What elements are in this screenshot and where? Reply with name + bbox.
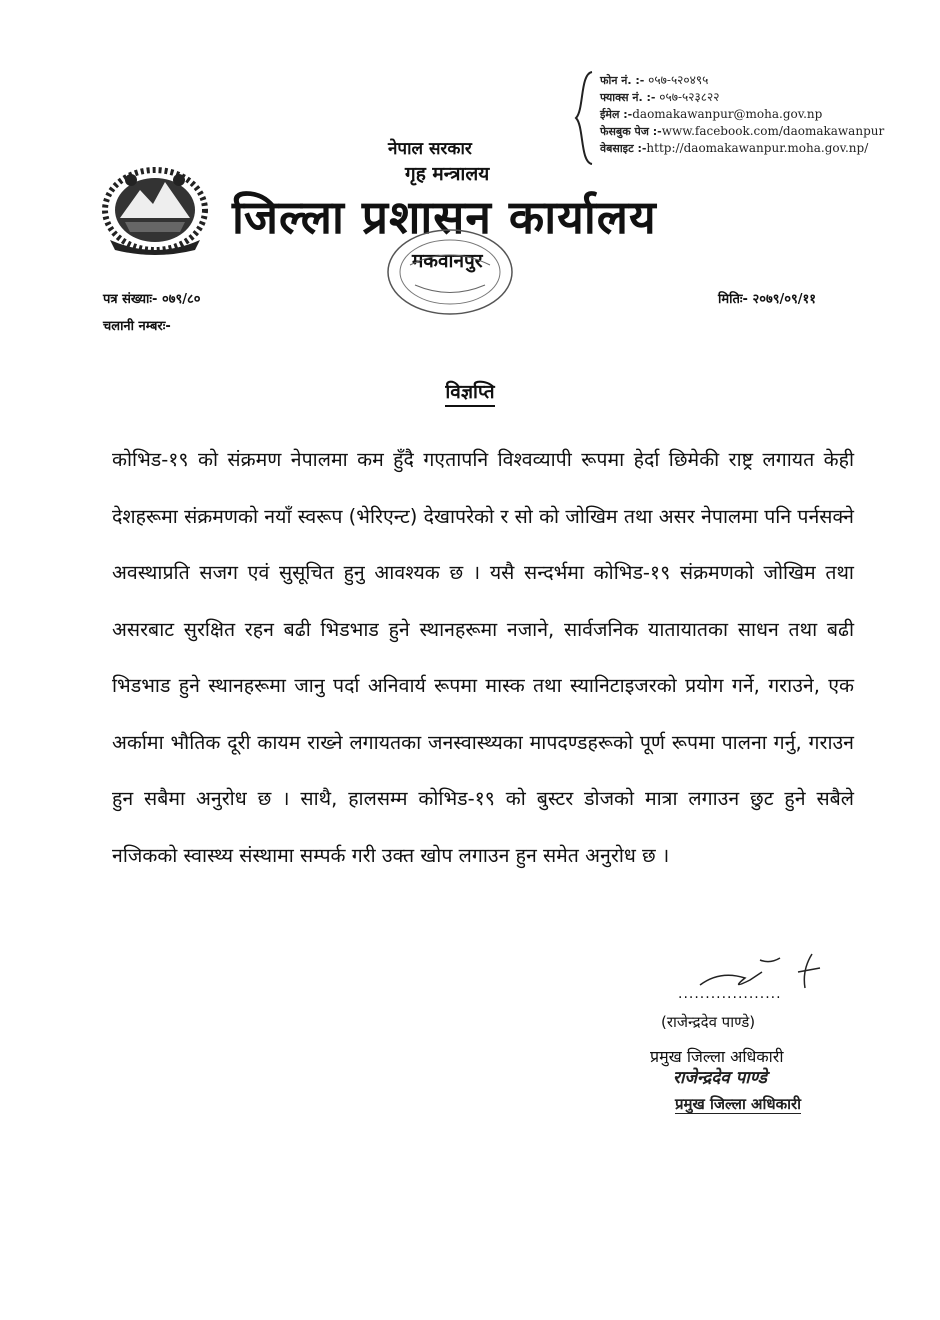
notice-title: विज्ञप्ति: [0, 378, 940, 404]
district-name: मकवानपुर: [412, 250, 483, 272]
contact-phone: फोन नं. :- ०५७-५२०४९५: [600, 73, 709, 87]
issue-date: मितिः- २०७९/०९/११: [718, 292, 817, 307]
contact-email: ईमेल :-daomakawanpur@moha.gov.np: [600, 107, 823, 121]
dispatch-number: चलानी नम्बरः-: [103, 319, 171, 334]
name-stamp: राजेन्द्रदेव पाण्डे: [673, 1068, 767, 1088]
office-seal-icon: [380, 225, 520, 320]
brace-decoration: [572, 70, 596, 166]
signatory-post: प्रमुख जिल्ला अधिकारी: [650, 1047, 784, 1066]
ministry-name: गृह मन्त्रालय: [405, 163, 490, 185]
notice-body: कोभिड-१९ को संक्रमण नेपालमा कम हुँदै गएतापनि विश्वव्यापी रूपमा हेर्दा छिमेकी राष्ट्र लगायत केही देशहरूमा संक्रमणको नयाँ स्वरूप (भेरिएन्ट) देखापरेको र सो को जोखिम तथा असर नेपालमा पनि पर्नसक्ने अवस्थाप्रति सजग एवं सुसूचित हुनु आवश्यक छ । यसै सन्दर्भमा कोभिड-१९ संक्रमणको जोखिम तथा असरबाट सुरक्षित रहन बढी भिडभाड हुने स्थानहरूमा नजाने, सार्वजनिक यातायातका साधन तथा बढी भिडभाड हुने स्थानहरूमा जानु पर्दा अनिवार्य रूपमा मास्क तथा स्यानिटाइजरको प्रयोग गर्ने, गराउने, एक अर्कामा भौतिक दूरी कायम राख्ने लगायतका जनस्वास्थ्यका मापदण्डहरूको पूर्ण रूपमा पालना गर्नु, गराउन हुन सबैमा अनुरोध छ । साथै, हालसम्म कोभिड-१९ को बुस्टर डोजको मात्रा लगाउन छुट हुने सबैले नजिकको स्वास्थ्य संस्थामा सम्पर्क गरी उक्त खोप लगाउन हुन समेत अनुरोध छ ।: [112, 448, 854, 867]
contact-block: [600, 72, 920, 157]
government-name: नेपाल सरकार: [388, 139, 472, 159]
reference-number: पत्र संख्याः- ०७९/८०: [103, 292, 201, 307]
post-stamp: प्रमुख जिल्ला अधिकारी: [675, 1095, 802, 1113]
contact-website: वेबसाइट :-http://daomakawanpur.moha.gov.np/: [600, 141, 869, 155]
contact-facebook: फेसबुक पेज :-www.facebook.com/daomakawanpur: [600, 124, 885, 138]
signatory-name: (राजेन्द्रदेव पाण्डे): [661, 1013, 756, 1031]
nepal-emblem-icon: [95, 160, 215, 255]
signature-line: ...................: [678, 986, 782, 1002]
office-name: जिल्ला प्रशासन कार्यालय: [232, 190, 657, 244]
contact-fax: फ्याक्स नं. :- ०५७-५२३८२२: [600, 90, 720, 104]
